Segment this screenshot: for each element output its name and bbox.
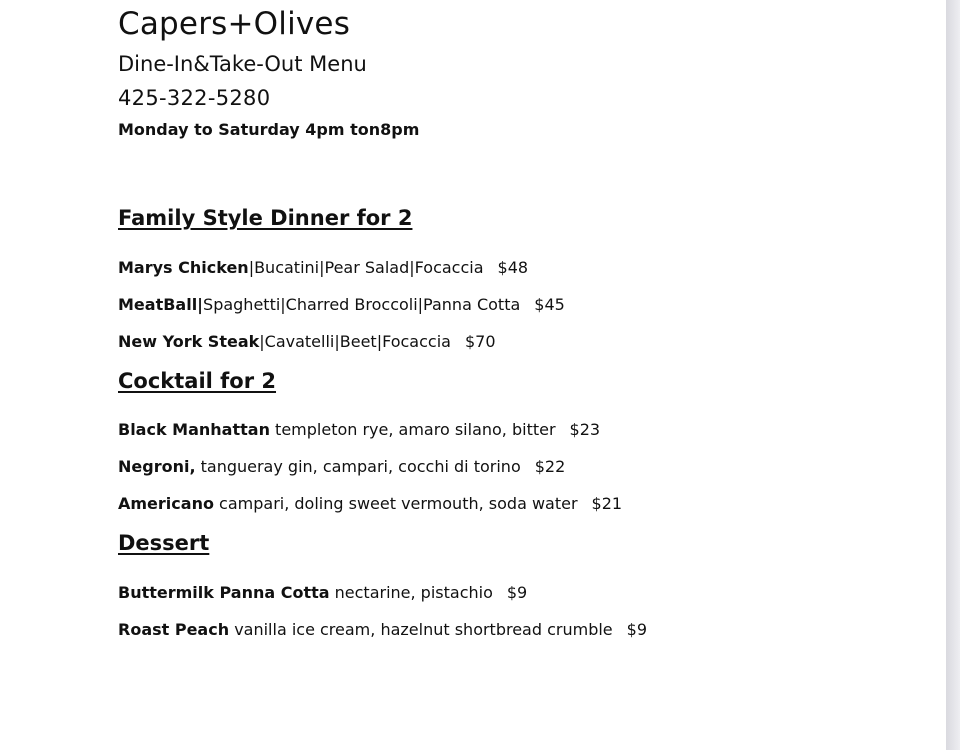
item-price: $45 — [534, 295, 565, 314]
item-name: Buttermilk Panna Cotta — [118, 583, 330, 602]
section-heading-cocktail: Cocktail for 2 — [118, 369, 277, 393]
item-description: tangueray gin, campari, cocchi di torino — [195, 457, 521, 476]
item-description: vanilla ice cream, hazelnut shortbread crumble — [229, 620, 613, 639]
item-price: $70 — [464, 332, 496, 351]
item-description: |Bucatini|Pear Salad|Focaccia — [248, 258, 484, 277]
menu-subtitle: Dine-In&Take-Out Menu — [118, 52, 367, 76]
menu-item — [118, 258, 528, 277]
page-edge-shadow — [946, 0, 960, 750]
item-name: MeatBall| — [118, 295, 204, 314]
item-description: templeton rye, amaro silano, bitter — [269, 420, 556, 439]
item-name: New York Steak — [118, 332, 260, 351]
phone-number: 425-322-5280 — [118, 86, 271, 110]
item-name: Black Manhattan — [118, 420, 270, 439]
menu-item — [118, 494, 622, 513]
menu-item — [118, 332, 496, 351]
menu-item — [118, 295, 565, 314]
item-description: nectarine, pistachio — [329, 583, 493, 602]
item-price: $9 — [506, 583, 528, 602]
item-description: |Cavatelli|Beet|Focaccia — [259, 332, 451, 351]
item-name: Marys Chicken — [118, 258, 249, 277]
menu-item — [118, 420, 600, 439]
section-heading-family-dinner: Family Style Dinner for 2 — [118, 206, 413, 230]
item-price: $48 — [497, 258, 529, 277]
restaurant-name: Capers+Olives — [118, 6, 351, 42]
item-price: $23 — [569, 420, 601, 439]
item-price: $9 — [626, 620, 648, 639]
section-heading-dessert: Dessert — [118, 531, 210, 555]
item-price: $22 — [534, 457, 566, 476]
item-description: campari, doling sweet vermouth, soda water — [213, 494, 578, 513]
item-name: Americano — [118, 494, 214, 513]
item-name: Roast Peach — [118, 620, 230, 639]
menu-item — [118, 457, 565, 476]
item-description: Spaghetti|Charred Broccoli|Panna Cotta — [203, 295, 521, 314]
item-price: $21 — [591, 494, 623, 513]
menu-item — [118, 583, 527, 602]
menu-item — [118, 620, 647, 639]
item-name: Negroni, — [118, 457, 196, 476]
opening-hours: Monday to Saturday 4pm ton8pm — [118, 120, 420, 139]
